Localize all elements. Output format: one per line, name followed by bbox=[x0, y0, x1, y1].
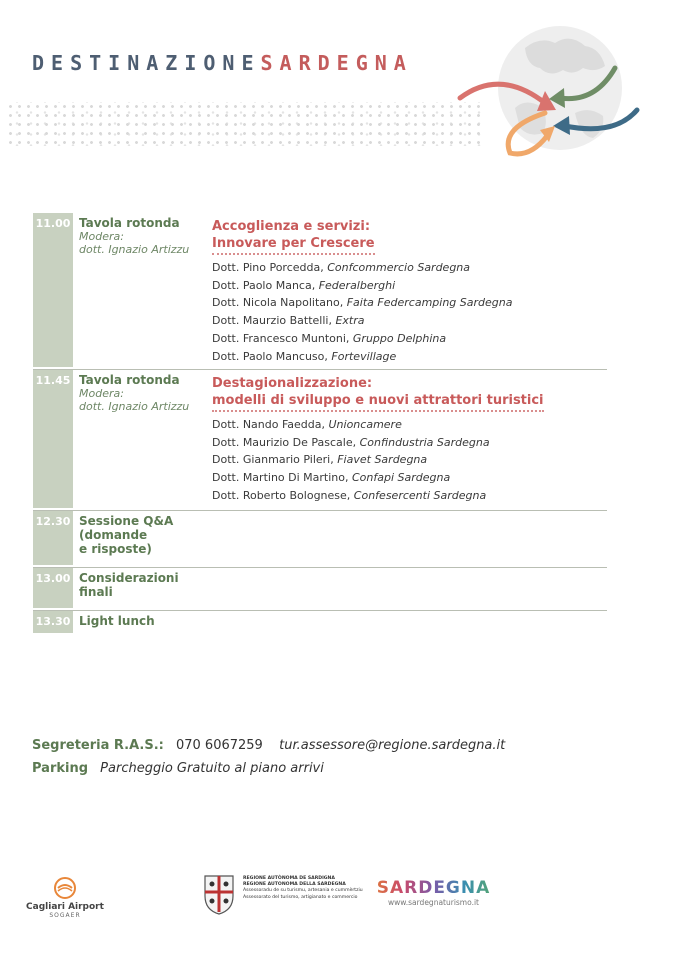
session-title: Tavola rotonda bbox=[79, 373, 180, 387]
airport-name: Cagliari Airport bbox=[26, 902, 104, 912]
sponsor-logos bbox=[0, 862, 678, 932]
session-cell bbox=[79, 514, 209, 556]
session-cell bbox=[79, 216, 209, 256]
title-part-sardegna: SARDEGNA bbox=[260, 51, 413, 75]
agenda-row-1330 bbox=[33, 611, 607, 635]
speaker-org: Fiavet Sardegna bbox=[337, 453, 428, 467]
agenda-table bbox=[33, 213, 607, 635]
session-title: finali bbox=[79, 585, 113, 599]
title-part-destinazione: DESTINAZIONE bbox=[32, 51, 261, 75]
speaker-item bbox=[212, 294, 607, 312]
agenda-row-1100 bbox=[33, 213, 607, 370]
speaker-name: Dott. Francesco Muntoni, bbox=[212, 331, 350, 345]
agenda-row-1230 bbox=[33, 511, 607, 568]
region-crest-icon bbox=[199, 872, 239, 916]
time-cell: 11.45 bbox=[33, 370, 73, 508]
parking-value: Parcheggio Gratuito al piano arrivi bbox=[100, 761, 324, 776]
speaker-item bbox=[212, 487, 607, 505]
moderator-name: dott. Ignazio Artizzu bbox=[79, 400, 190, 413]
airport-sub: SOGAER bbox=[49, 912, 81, 919]
speaker-org: Gruppo Delphina bbox=[352, 331, 447, 345]
speaker-name: Dott. Nando Faedda, bbox=[212, 418, 325, 431]
cagliari-airport-logo bbox=[25, 876, 105, 920]
moderator-label: Modera: bbox=[79, 230, 124, 243]
speaker-name: Dott. Gianmario Pileri, bbox=[212, 453, 334, 467]
agenda-row-1300 bbox=[33, 568, 607, 611]
speaker-org: Fortevillage bbox=[331, 349, 397, 363]
agenda-row-1145 bbox=[33, 370, 607, 511]
session-title: Considerazioni bbox=[79, 571, 179, 585]
session-title: (domande bbox=[79, 528, 148, 542]
session-title: Light lunch bbox=[79, 614, 155, 628]
speaker-item bbox=[212, 330, 607, 348]
parking-line bbox=[32, 760, 324, 778]
sardegna-url: www.sardegnaturismo.it bbox=[388, 898, 479, 907]
globe-arrows-icon bbox=[455, 18, 645, 168]
topic-title-line: Destagionalizzazione: bbox=[212, 376, 373, 391]
session-title: Sessione Q&A bbox=[79, 514, 174, 528]
speaker-org: Unioncamere bbox=[328, 418, 402, 431]
speaker-item bbox=[212, 348, 607, 366]
session-cell bbox=[79, 373, 209, 413]
segreteria-label: Segreteria R.A.S.: bbox=[32, 738, 164, 753]
speaker-item bbox=[212, 434, 607, 452]
segreteria-line bbox=[32, 737, 505, 755]
time-cell: 13.30 bbox=[33, 611, 73, 633]
time-cell: 13.00 bbox=[33, 568, 73, 608]
speaker-org: Confcommercio Sardegna bbox=[327, 261, 471, 274]
speaker-name: Dott. Maurzio Battelli, bbox=[212, 314, 332, 328]
speaker-org: Extra bbox=[335, 314, 365, 328]
decorative-pattern bbox=[6, 102, 486, 146]
sardegna-turismo-logo bbox=[371, 878, 496, 908]
page-title bbox=[32, 50, 413, 76]
regione-sardegna-logo bbox=[199, 872, 363, 916]
topic-title-line: modelli di sviluppo e nuovi attrattori turistici bbox=[212, 393, 544, 408]
region-text bbox=[243, 876, 363, 901]
speaker-org: Confapi Sardegna bbox=[352, 471, 451, 485]
speaker-item bbox=[212, 312, 607, 330]
speaker-org: Federalberghi bbox=[318, 278, 396, 292]
topic-title-line: Innovare per Crescere bbox=[212, 236, 375, 251]
session-cell bbox=[79, 614, 209, 628]
speaker-name: Dott. Paolo Manca, bbox=[212, 278, 316, 292]
region-line: REGIONE AUTÒNOMA DE SARDIGNA bbox=[243, 876, 335, 881]
moderator-label: Modera: bbox=[79, 387, 124, 400]
talk-cell bbox=[212, 218, 607, 365]
speaker-list bbox=[212, 416, 607, 505]
speaker-name: Dott. Nicola Napolitano, bbox=[212, 296, 344, 310]
talk-cell bbox=[212, 375, 607, 505]
sardegna-brand: SARDEGNA bbox=[371, 878, 496, 898]
speaker-name: Dott. Paolo Mancuso, bbox=[212, 349, 328, 363]
region-line: Assessorato del turismo, artigianato e commercio bbox=[243, 894, 358, 900]
speaker-name: Dott. Maurizio De Pascale, bbox=[212, 435, 357, 449]
speaker-name: Dott. Martino Di Martino, bbox=[212, 471, 349, 485]
region-line: Assessoradu de su turismu, artesania e cummèrtziu bbox=[243, 888, 363, 894]
time-cell: 11.00 bbox=[33, 213, 73, 367]
region-line: REGIONE AUTONOMA DELLA SARDEGNA bbox=[243, 882, 346, 888]
speaker-name: Dott. Roberto Bolognese, bbox=[212, 488, 351, 502]
speaker-org: Confesercenti Sardegna bbox=[353, 488, 487, 502]
speaker-item bbox=[212, 277, 607, 295]
session-cell bbox=[79, 571, 209, 599]
segreteria-phone: 070 6067259 bbox=[175, 738, 263, 753]
speaker-item bbox=[212, 469, 607, 487]
topic-title bbox=[212, 375, 544, 412]
parking-label: Parking bbox=[32, 761, 89, 776]
speaker-item bbox=[212, 416, 607, 434]
speaker-org: Faita Federcamping Sardegna bbox=[346, 296, 513, 310]
speaker-item bbox=[212, 451, 607, 469]
speaker-item bbox=[212, 259, 607, 277]
topic-title bbox=[212, 218, 375, 255]
session-title: e risposte) bbox=[79, 542, 152, 556]
airport-logo-icon bbox=[53, 876, 77, 900]
topic-title-line: Accoglienza e servizi: bbox=[212, 219, 371, 234]
speaker-name: Dott. Pino Porcedda, bbox=[212, 261, 324, 274]
time-cell: 12.30 bbox=[33, 511, 73, 565]
speaker-org: Confindustria Sardegna bbox=[359, 435, 490, 449]
speaker-list bbox=[212, 259, 607, 365]
session-title: Tavola rotonda bbox=[79, 216, 180, 230]
segreteria-email: tur.assessore@regione.sardegna.it bbox=[279, 738, 506, 753]
moderator-name: dott. Ignazio Artizzu bbox=[79, 243, 190, 256]
